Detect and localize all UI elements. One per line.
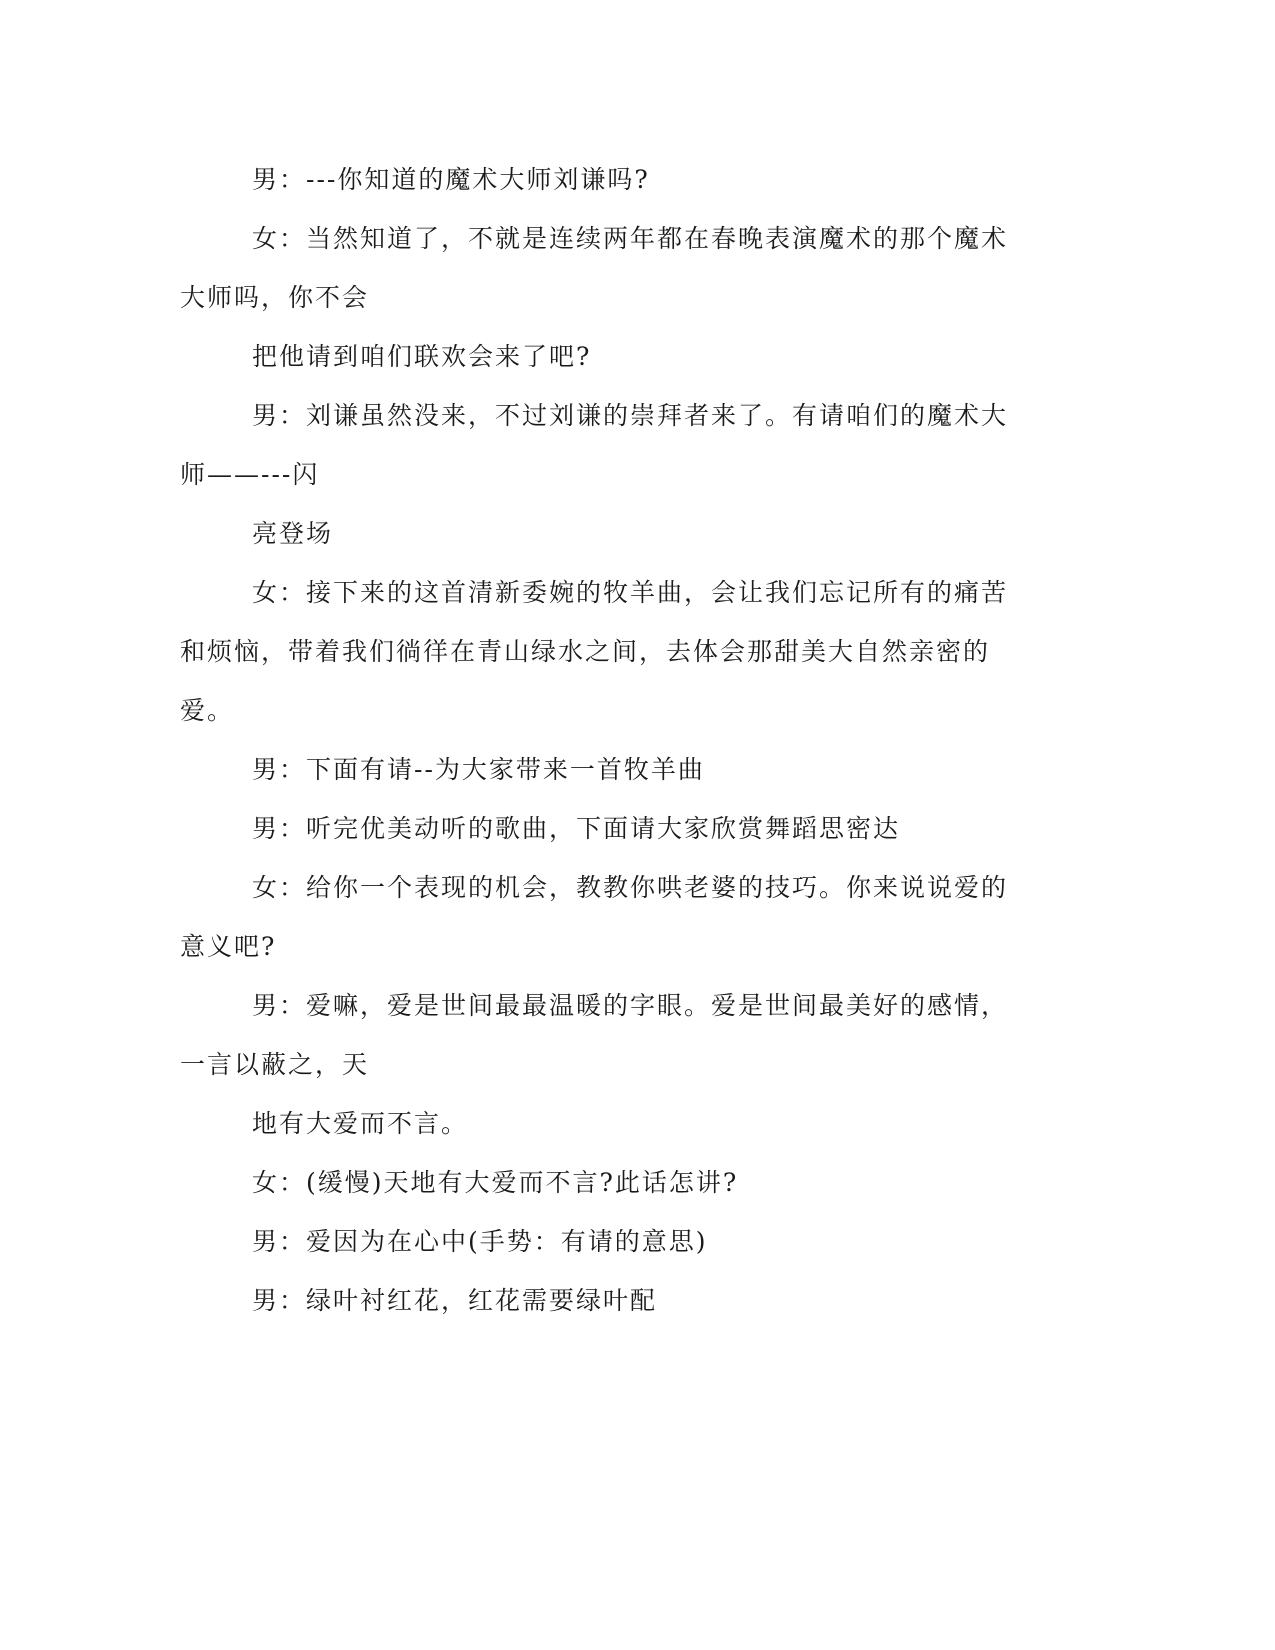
script-line: 一言以蔽之，天 [180,1050,370,1079]
script-line: 男：刘谦虽然没来，不过刘谦的崇拜者来了。有请咱们的魔术大 [252,401,1009,430]
script-line: 大师吗，你不会 [180,283,370,312]
script-body [180,160,1030,1340]
script-line: 师——---闪 [180,460,320,489]
script-line: 男：下面有请--为大家带来一首牧羊曲 [252,755,705,784]
script-line: 意义吧? [180,932,277,961]
script-line: 亮登场 [252,519,334,548]
script-line: 女：接下来的这首清新委婉的牧羊曲，会让我们忘记所有的痛苦 [252,578,1009,607]
script-line: 男：绿叶衬红花，红花需要绿叶配 [252,1286,658,1315]
script-line: 把他请到咱们联欢会来了吧? [252,342,592,371]
script-line: 女：(缓慢)天地有大爱而不言?此话怎讲? [252,1168,739,1197]
script-line: 爱。 [180,696,235,725]
script-line: 男：爱嘛，爱是世间最最温暖的字眼。爱是世间最美好的感情， [252,991,1009,1020]
script-line: 男：爱因为在心中(手势：有请的意思) [252,1227,708,1256]
script-line: 男：---你知道的魔术大师刘谦吗? [252,165,650,194]
script-line: 和烦恼，带着我们徜徉在青山绿水之间，去体会那甜美大自然亲密的 [180,637,991,666]
script-line: 男：听完优美动听的歌曲，下面请大家欣赏舞蹈思密达 [252,814,901,843]
script-line: 地有大爱而不言。 [252,1109,469,1138]
script-line: 女：给你一个表现的机会，教教你哄老婆的技巧。你来说说爱的 [252,873,1009,902]
script-line: 女：当然知道了，不就是连续两年都在春晚表演魔术的那个魔术 [252,224,1009,253]
